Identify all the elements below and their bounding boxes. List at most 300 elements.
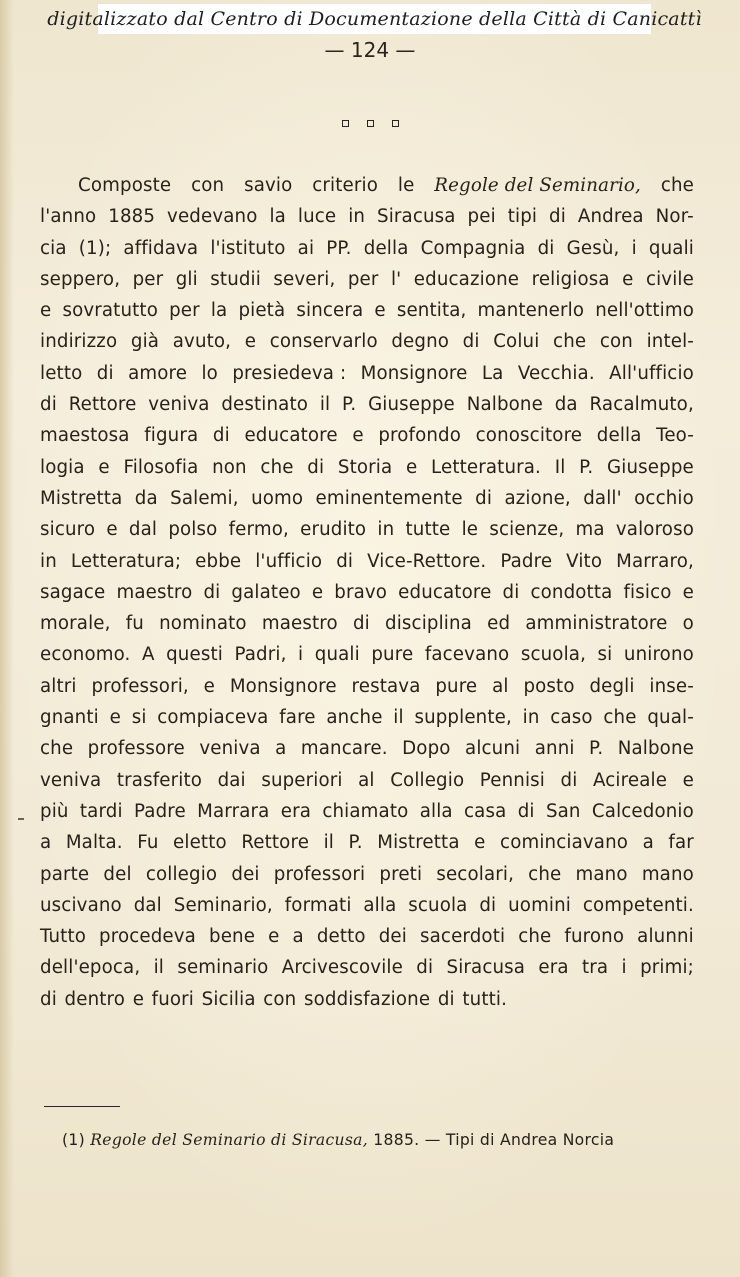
- word: affidava: [123, 237, 199, 259]
- word: di: [336, 550, 354, 572]
- word: che: [518, 926, 552, 948]
- word: Fu: [137, 832, 159, 854]
- word: Teo-: [656, 425, 694, 447]
- word: da: [134, 487, 158, 509]
- word: alla: [419, 800, 453, 822]
- word: Racalmuto,: [589, 394, 694, 416]
- word: il: [393, 707, 404, 729]
- word: Vecchia.: [517, 362, 595, 384]
- word: Siracusa: [446, 957, 526, 979]
- word: con: [191, 175, 225, 196]
- word: di: [212, 425, 230, 447]
- text-line: [40, 608, 694, 639]
- word: seminario: [177, 957, 269, 979]
- word: Nor-: [655, 206, 694, 228]
- word: dentro: [64, 988, 126, 1010]
- word: Seminario,: [173, 894, 273, 916]
- word: di: [40, 394, 57, 416]
- footnote-marker: (1): [62, 1131, 85, 1149]
- word: dai: [217, 769, 246, 791]
- text-line: [40, 452, 694, 483]
- word: Collegio: [390, 769, 465, 791]
- word: P.: [342, 394, 357, 416]
- text-line: [40, 295, 694, 326]
- word: Colui: [493, 331, 540, 353]
- text-line: [40, 389, 694, 420]
- word: e: [474, 832, 486, 854]
- word: che: [660, 175, 694, 196]
- word: Filosofia: [123, 456, 199, 478]
- word: Rettore: [241, 832, 310, 854]
- word: amore: [128, 362, 188, 384]
- word: polso: [168, 519, 218, 541]
- word: bravo: [334, 581, 388, 603]
- word: sovratutto: [62, 300, 158, 322]
- word: ma: [575, 519, 605, 541]
- word: criterio: [312, 175, 378, 196]
- word: di: [96, 362, 114, 384]
- text-line: [40, 733, 694, 764]
- word: inse-: [649, 675, 694, 697]
- word: destinato: [221, 394, 309, 416]
- word: tra: [582, 957, 609, 979]
- word: supplente,: [414, 707, 512, 729]
- word: che: [603, 707, 637, 729]
- word: pietà: [238, 300, 286, 322]
- word: occhio: [634, 487, 694, 509]
- word: secolari,: [436, 863, 514, 885]
- page-number: — 124 —: [324, 38, 416, 62]
- word: dei: [231, 863, 260, 885]
- word: P.: [589, 738, 604, 760]
- word: Arcivescovile: [281, 957, 403, 979]
- word: si: [131, 707, 147, 729]
- word: di: [437, 988, 455, 1010]
- word: Gesù,: [566, 237, 620, 259]
- word: quali: [648, 237, 694, 259]
- word: maestro: [261, 613, 338, 635]
- word: Mistretta: [377, 832, 460, 854]
- word: professori: [273, 863, 366, 885]
- word: e: [682, 581, 694, 603]
- text-line: [40, 639, 694, 670]
- word: e: [106, 519, 118, 541]
- word: Nalbone: [617, 738, 694, 760]
- footnote-title: Regole del Seminario di Siracusa,: [90, 1131, 369, 1149]
- word: competenti.: [582, 894, 694, 916]
- word: condotta: [530, 581, 613, 603]
- text-line-last: [40, 984, 694, 1015]
- word: della: [363, 237, 409, 259]
- word: di: [40, 988, 57, 1010]
- word: che: [260, 456, 294, 478]
- word: eminentemente: [315, 487, 463, 509]
- word: di: [537, 237, 555, 259]
- text-line: [40, 859, 694, 890]
- word: con: [263, 988, 297, 1010]
- word: Dopo: [402, 738, 451, 760]
- word: di: [517, 800, 535, 822]
- margin-mark: [18, 818, 24, 820]
- word: eletto: [173, 832, 227, 854]
- word: San: [545, 800, 581, 822]
- word: Vice-Rettore.: [367, 550, 487, 572]
- word: a: [292, 926, 304, 948]
- text-line: [40, 483, 694, 514]
- word: l'ufficio: [255, 550, 323, 572]
- word: tardi: [79, 800, 123, 822]
- word: scuola,: [520, 644, 587, 666]
- word: di: [479, 894, 497, 916]
- word: e: [311, 581, 324, 603]
- word: logia: [40, 456, 85, 478]
- text-line: [40, 671, 694, 702]
- word: Monsignore: [229, 675, 337, 697]
- word: mantenerlo: [477, 300, 585, 322]
- text-line: [40, 170, 694, 201]
- word: Giuseppe: [607, 456, 694, 478]
- word: già: [130, 331, 160, 353]
- word: Padre: [500, 550, 553, 572]
- word: Rettore: [68, 394, 137, 416]
- word: questi: [166, 644, 223, 666]
- word: conoscitore: [475, 425, 583, 447]
- word: A: [142, 644, 155, 666]
- word: sincera: [296, 300, 364, 322]
- word: Tutto: [40, 926, 87, 948]
- word: fisico: [623, 581, 672, 603]
- word: professore: [87, 738, 185, 760]
- word: mano: [575, 863, 628, 885]
- word: degno: [391, 331, 450, 353]
- word: alcuni: [465, 738, 521, 760]
- word: sacerdoti: [420, 926, 506, 948]
- text-line: [40, 264, 694, 295]
- word: P.: [348, 832, 363, 854]
- word: i: [631, 237, 637, 259]
- text-line: [40, 890, 694, 921]
- word: pei: [467, 206, 496, 228]
- footnote: [62, 1128, 692, 1152]
- ornament-square-icon: [367, 120, 374, 127]
- word: al: [358, 769, 375, 791]
- word: il: [323, 832, 334, 854]
- word: Nalbone: [466, 394, 543, 416]
- word: fermo,: [228, 519, 289, 541]
- word: avuto,: [172, 331, 232, 353]
- word: sicuro: [40, 519, 96, 541]
- word: galateo: [231, 581, 301, 603]
- word: l'anno: [40, 206, 97, 228]
- word: nell'ottimo: [595, 300, 694, 322]
- word: studii: [210, 268, 261, 290]
- word: e: [98, 456, 110, 478]
- word: azione,: [504, 487, 571, 509]
- word: di: [307, 456, 325, 478]
- word: PP.: [326, 237, 352, 259]
- word: cia: [40, 237, 67, 259]
- word: figura: [144, 425, 199, 447]
- word: fuori: [151, 988, 195, 1010]
- word: indirizzo: [40, 331, 118, 353]
- text-line: [40, 796, 694, 827]
- word: il: [153, 957, 165, 979]
- word: disciplina: [385, 613, 472, 635]
- word: tipi: [507, 206, 538, 228]
- word: compiaceva: [157, 707, 269, 729]
- word: parte: [40, 863, 90, 885]
- word: uscivano: [40, 894, 122, 916]
- text-line: [40, 577, 694, 608]
- text-line: [40, 420, 694, 451]
- word: letto: [40, 362, 83, 384]
- text-line: [40, 326, 694, 357]
- word: era: [538, 957, 569, 979]
- word: (1);: [78, 237, 112, 259]
- word: di: [203, 581, 221, 603]
- word: più: [40, 800, 69, 822]
- word: fu: [125, 613, 144, 635]
- word: e: [203, 675, 216, 697]
- word: i: [621, 957, 627, 979]
- word: cominciavano: [500, 832, 629, 854]
- word: in: [377, 519, 395, 541]
- word: sagace: [40, 581, 106, 603]
- text-line: [40, 233, 694, 264]
- word: qual-: [647, 707, 694, 729]
- word: Malta.: [65, 832, 123, 854]
- text-line: [40, 921, 694, 952]
- word: civile: [645, 268, 694, 290]
- word: economo.: [40, 644, 131, 666]
- word: facevano: [424, 644, 510, 666]
- word: che: [40, 738, 74, 760]
- word: quali: [314, 644, 360, 666]
- word: uomini: [508, 894, 572, 916]
- word: e: [406, 456, 418, 478]
- word: e: [374, 300, 386, 322]
- word: 1885: [108, 206, 156, 228]
- word: mano: [641, 863, 694, 885]
- word: severi,: [273, 268, 336, 290]
- word: maestosa: [40, 425, 130, 447]
- word: degli: [589, 675, 635, 697]
- word: erudito: [300, 519, 367, 541]
- word: o: [682, 613, 694, 635]
- word: si: [597, 644, 613, 666]
- word: superiori: [261, 769, 343, 791]
- word: Mistretta: [40, 487, 123, 509]
- word: posto: [523, 675, 575, 697]
- word: dei: [378, 926, 407, 948]
- word: caso: [550, 707, 593, 729]
- text-line: [40, 358, 694, 389]
- word: intel-: [646, 331, 694, 353]
- word: anche: [326, 707, 383, 729]
- word: le: [461, 519, 479, 541]
- word: di: [462, 331, 480, 353]
- word: soddisfazione: [304, 988, 431, 1010]
- word: chiamato: [322, 800, 409, 822]
- word: maestro: [116, 581, 193, 603]
- word: Salemi,: [170, 487, 239, 509]
- word: Padri,: [234, 644, 287, 666]
- word: di: [549, 206, 566, 228]
- word: seppero,: [40, 268, 121, 290]
- word: Calcedonio: [591, 800, 694, 822]
- word: alunni: [637, 926, 694, 948]
- word: educatore: [244, 425, 338, 447]
- text-line: [40, 546, 694, 577]
- word: la: [210, 300, 228, 322]
- word: dall': [583, 487, 622, 509]
- word: che: [553, 331, 587, 353]
- word: morale,: [40, 613, 111, 635]
- word: a: [40, 832, 52, 854]
- word: All'ufficio: [609, 362, 694, 384]
- word: Acireale: [593, 769, 668, 791]
- word: in: [348, 206, 366, 228]
- word: di: [502, 581, 520, 603]
- word: procedeva: [99, 926, 196, 948]
- word: Marraro,: [616, 550, 694, 572]
- word: Pennisi: [479, 769, 545, 791]
- word: mancare.: [300, 738, 388, 760]
- word: al: [492, 675, 509, 697]
- word: in: [40, 550, 57, 572]
- word: educatore: [398, 581, 492, 603]
- word: Storia: [337, 456, 393, 478]
- word: Marrara: [197, 800, 270, 822]
- word: da: [554, 394, 578, 416]
- word: di: [416, 957, 434, 979]
- word: pure: [435, 675, 478, 697]
- text-line: [40, 514, 694, 545]
- word: casa: [464, 800, 507, 822]
- word: e: [109, 707, 121, 729]
- word: il: [319, 394, 331, 416]
- word: Siracusa: [377, 206, 456, 228]
- word: scienze,: [489, 519, 565, 541]
- word: e: [244, 331, 257, 353]
- word: dell'epoca,: [40, 957, 141, 979]
- word: era: [280, 800, 312, 822]
- word: dal: [128, 519, 158, 541]
- word: e: [40, 300, 52, 322]
- word: preti: [379, 863, 423, 885]
- word: restava: [351, 675, 421, 697]
- word: anni: [534, 738, 575, 760]
- word: Letteratura.: [431, 456, 541, 478]
- word: della: [596, 425, 642, 447]
- word: le: [397, 175, 415, 196]
- word: luce: [297, 206, 337, 228]
- word: Il: [554, 456, 566, 478]
- word: Regole del Seminario,: [434, 175, 641, 196]
- word: far: [668, 832, 694, 854]
- word: valoroso: [615, 519, 694, 541]
- word: presiedeva :: [232, 362, 347, 384]
- word: collegio: [145, 863, 218, 885]
- word: unirono: [623, 644, 694, 666]
- word: che: [528, 863, 562, 885]
- ornament-square-icon: [342, 120, 349, 127]
- word: la: [269, 206, 286, 228]
- word: nominato: [159, 613, 247, 635]
- word: e: [132, 988, 145, 1010]
- word: fare: [279, 707, 316, 729]
- word: uomo: [251, 487, 304, 509]
- word: e: [622, 268, 634, 290]
- body-paragraph: [40, 170, 694, 1015]
- word: ai: [297, 237, 315, 259]
- word: Andrea: [577, 206, 644, 228]
- section-ornament: [0, 120, 740, 127]
- footnote-details: 1885. — Tipi di Andrea Norcia: [373, 1131, 615, 1149]
- word: detto: [316, 926, 366, 948]
- word: tutte: [405, 519, 451, 541]
- word: di: [352, 613, 370, 635]
- word: savio: [244, 175, 293, 196]
- word: vedevano: [167, 206, 258, 228]
- footnote-divider: [44, 1106, 120, 1107]
- word: con: [599, 331, 633, 353]
- word: Vito: [566, 550, 603, 572]
- word: La: [481, 362, 504, 384]
- word: Monsignore: [360, 362, 468, 384]
- word: e: [352, 425, 364, 447]
- word: dal: [133, 894, 162, 916]
- word: lo: [201, 362, 218, 384]
- text-line: [40, 702, 694, 733]
- word: Sicilia: [201, 988, 256, 1010]
- text-line: [40, 765, 694, 796]
- word: veniva: [148, 394, 210, 416]
- word: veniva: [40, 769, 102, 791]
- word: P.: [579, 456, 594, 478]
- word: per: [169, 300, 200, 322]
- word: di: [475, 487, 493, 509]
- word: ed: [487, 613, 511, 635]
- word: del: [103, 863, 132, 885]
- word: di: [560, 769, 578, 791]
- word: altri: [40, 675, 77, 697]
- word: gnanti: [40, 707, 99, 729]
- word: primi;: [640, 957, 694, 979]
- word: professori,: [91, 675, 189, 697]
- word: i: [298, 644, 304, 666]
- word: Composte: [78, 175, 172, 196]
- word: a: [642, 832, 654, 854]
- word: sentita,: [396, 300, 467, 322]
- word: alla: [363, 894, 397, 916]
- word: veniva: [199, 738, 261, 760]
- word: e: [682, 769, 694, 791]
- word: a: [275, 738, 287, 760]
- word: per: [132, 268, 164, 290]
- word: per: [347, 268, 379, 290]
- word: trasferito: [116, 769, 203, 791]
- word: profondo: [378, 425, 462, 447]
- word: amministratore: [525, 613, 668, 635]
- word: pure: [371, 644, 414, 666]
- word: l': [390, 268, 402, 290]
- word: religiosa: [531, 268, 610, 290]
- word: conservarlo: [269, 331, 378, 353]
- word: Compagnia: [420, 237, 526, 259]
- word: in: [522, 707, 540, 729]
- word: Giuseppe: [368, 394, 455, 416]
